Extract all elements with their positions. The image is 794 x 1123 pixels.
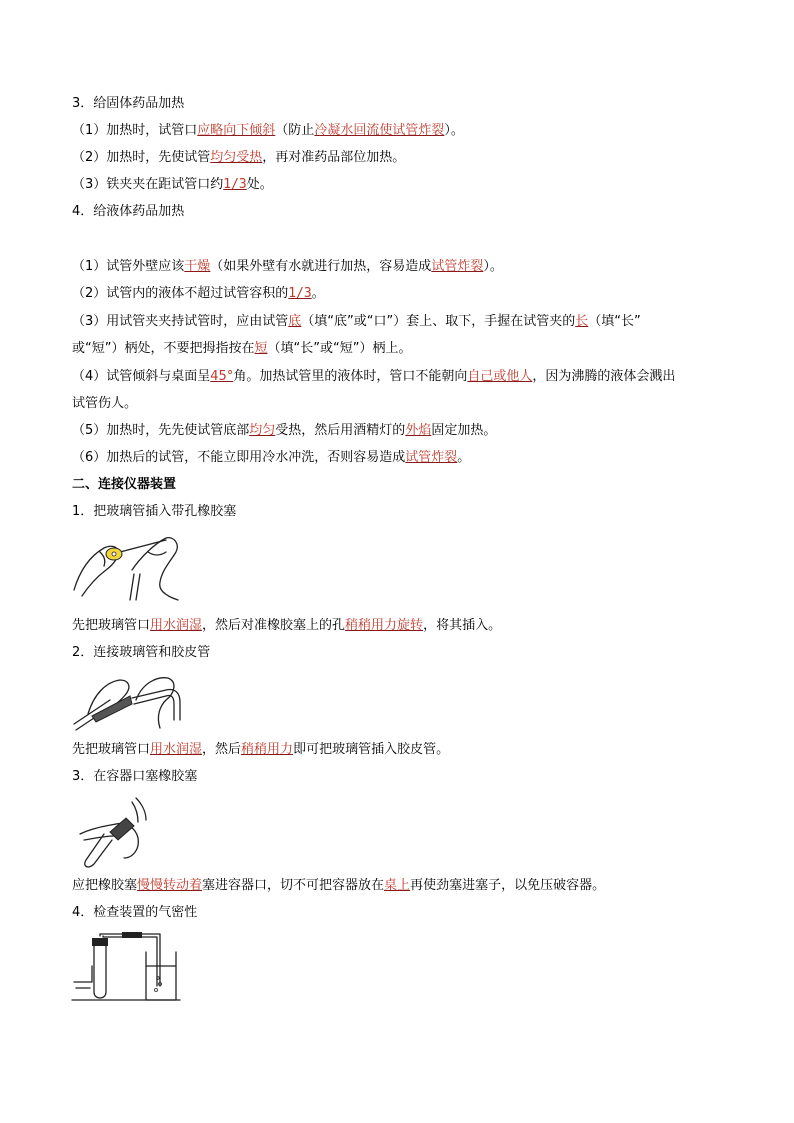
- hands-insert-tube-stopper-icon: [70, 530, 190, 602]
- answer: 慢慢转动着: [137, 878, 203, 893]
- item-liquid-4a: （4）试管倾斜与桌面呈45°角。加热试管里的液体时，管口不能朝向自己或他人，因为沸腾的液体会溅出: [72, 369, 676, 384]
- hand-stopper-container-icon: [76, 794, 172, 868]
- answer: 干燥: [184, 259, 211, 274]
- answer: 均匀受热: [210, 150, 263, 165]
- item-solid-3: （3）铁夹夹在距试管口约1/3处。: [72, 177, 273, 192]
- subheading-airtightness: 4．检查装置的气密性: [72, 905, 198, 920]
- answer: 用水润湿: [150, 618, 203, 633]
- answer: 稍稍用力旋转: [345, 618, 424, 633]
- heading-connect-apparatus: 二、连接仪器装置: [72, 477, 177, 492]
- answer: 45°: [210, 369, 234, 384]
- item-liquid-3a: （3）用试管夹夹持试管时，应由试管底（填“底”或“口”）套上、取下，手握在试管夹的长（填“长”: [72, 314, 641, 329]
- item-solid-1: （1）加热时，试管口应略向下倾斜（防止冷凝水回流使试管炸裂）。: [72, 123, 464, 138]
- answer: 1/3: [288, 286, 312, 301]
- answer: 桌上: [384, 878, 411, 893]
- answer: 长: [575, 314, 589, 329]
- item-liquid-1: （1）试管外壁应该干燥（如果外壁有水就进行加热，容易造成试管炸裂）。: [72, 259, 503, 274]
- answer: 试管炸裂: [405, 450, 458, 465]
- answer: 均匀: [249, 423, 276, 438]
- answer: 短: [254, 341, 268, 356]
- answer: 自己或他人: [467, 369, 533, 384]
- heading-heat-liquid: 4．给液体药品加热: [72, 204, 185, 219]
- item-liquid-3b: 或“短”）柄处，不要把拇指按在短（填“长”或“短”）柄上。: [72, 341, 412, 356]
- answer: 外焰: [405, 423, 432, 438]
- answer: 冷凝水回流使试管炸裂: [314, 123, 445, 138]
- text-connect-rubber-tube: 先把玻璃管口用水润湿，然后稍稍用力即可把玻璃管插入胶皮管。: [72, 742, 450, 757]
- answer: 稍稍用力: [241, 742, 294, 757]
- text-insert-tube: 先把玻璃管口用水润湿，然后对准橡胶塞上的孔稍稍用力旋转，将其插入。: [72, 618, 502, 633]
- subheading-stopper-container: 3．在容器口塞橡胶塞: [72, 769, 198, 784]
- answer: 1/3: [223, 177, 247, 192]
- answer: 用水润湿: [150, 742, 203, 757]
- item-liquid-5: （5）加热时，先先使试管底部均匀受热，然后用酒精灯的外焰固定加热。: [72, 423, 497, 438]
- subheading-insert-tube: 1．把玻璃管插入带孔橡胶塞: [72, 504, 237, 519]
- item-liquid-4b: 试管伤人。: [72, 396, 138, 411]
- subheading-connect-rubber-tube: 2．连接玻璃管和胶皮管: [72, 645, 211, 660]
- answer: 底: [288, 314, 302, 329]
- item-liquid-2: （2）试管内的液体不超过试管容积的1/3。: [72, 286, 325, 301]
- item-liquid-6: （6）加热后的试管，不能立即用冷水冲洗，否则容易造成试管炸裂。: [72, 450, 471, 465]
- answer: 应略向下倾斜: [197, 123, 276, 138]
- item-solid-2: （2）加热时，先使试管均匀受热，再对准药品部位加热。: [72, 150, 406, 165]
- heading-heat-solid: 3．给固体药品加热: [72, 96, 185, 111]
- hands-connect-rubber-tube-icon: [70, 672, 190, 734]
- text-stopper-container: 应把橡胶塞慢慢转动着塞进容器口，切不可把容器放在桌上再使劲塞进塞子，以免压破容器。: [72, 878, 606, 893]
- answer: 试管炸裂: [431, 259, 484, 274]
- airtightness-check-apparatus-icon: [70, 926, 182, 1006]
